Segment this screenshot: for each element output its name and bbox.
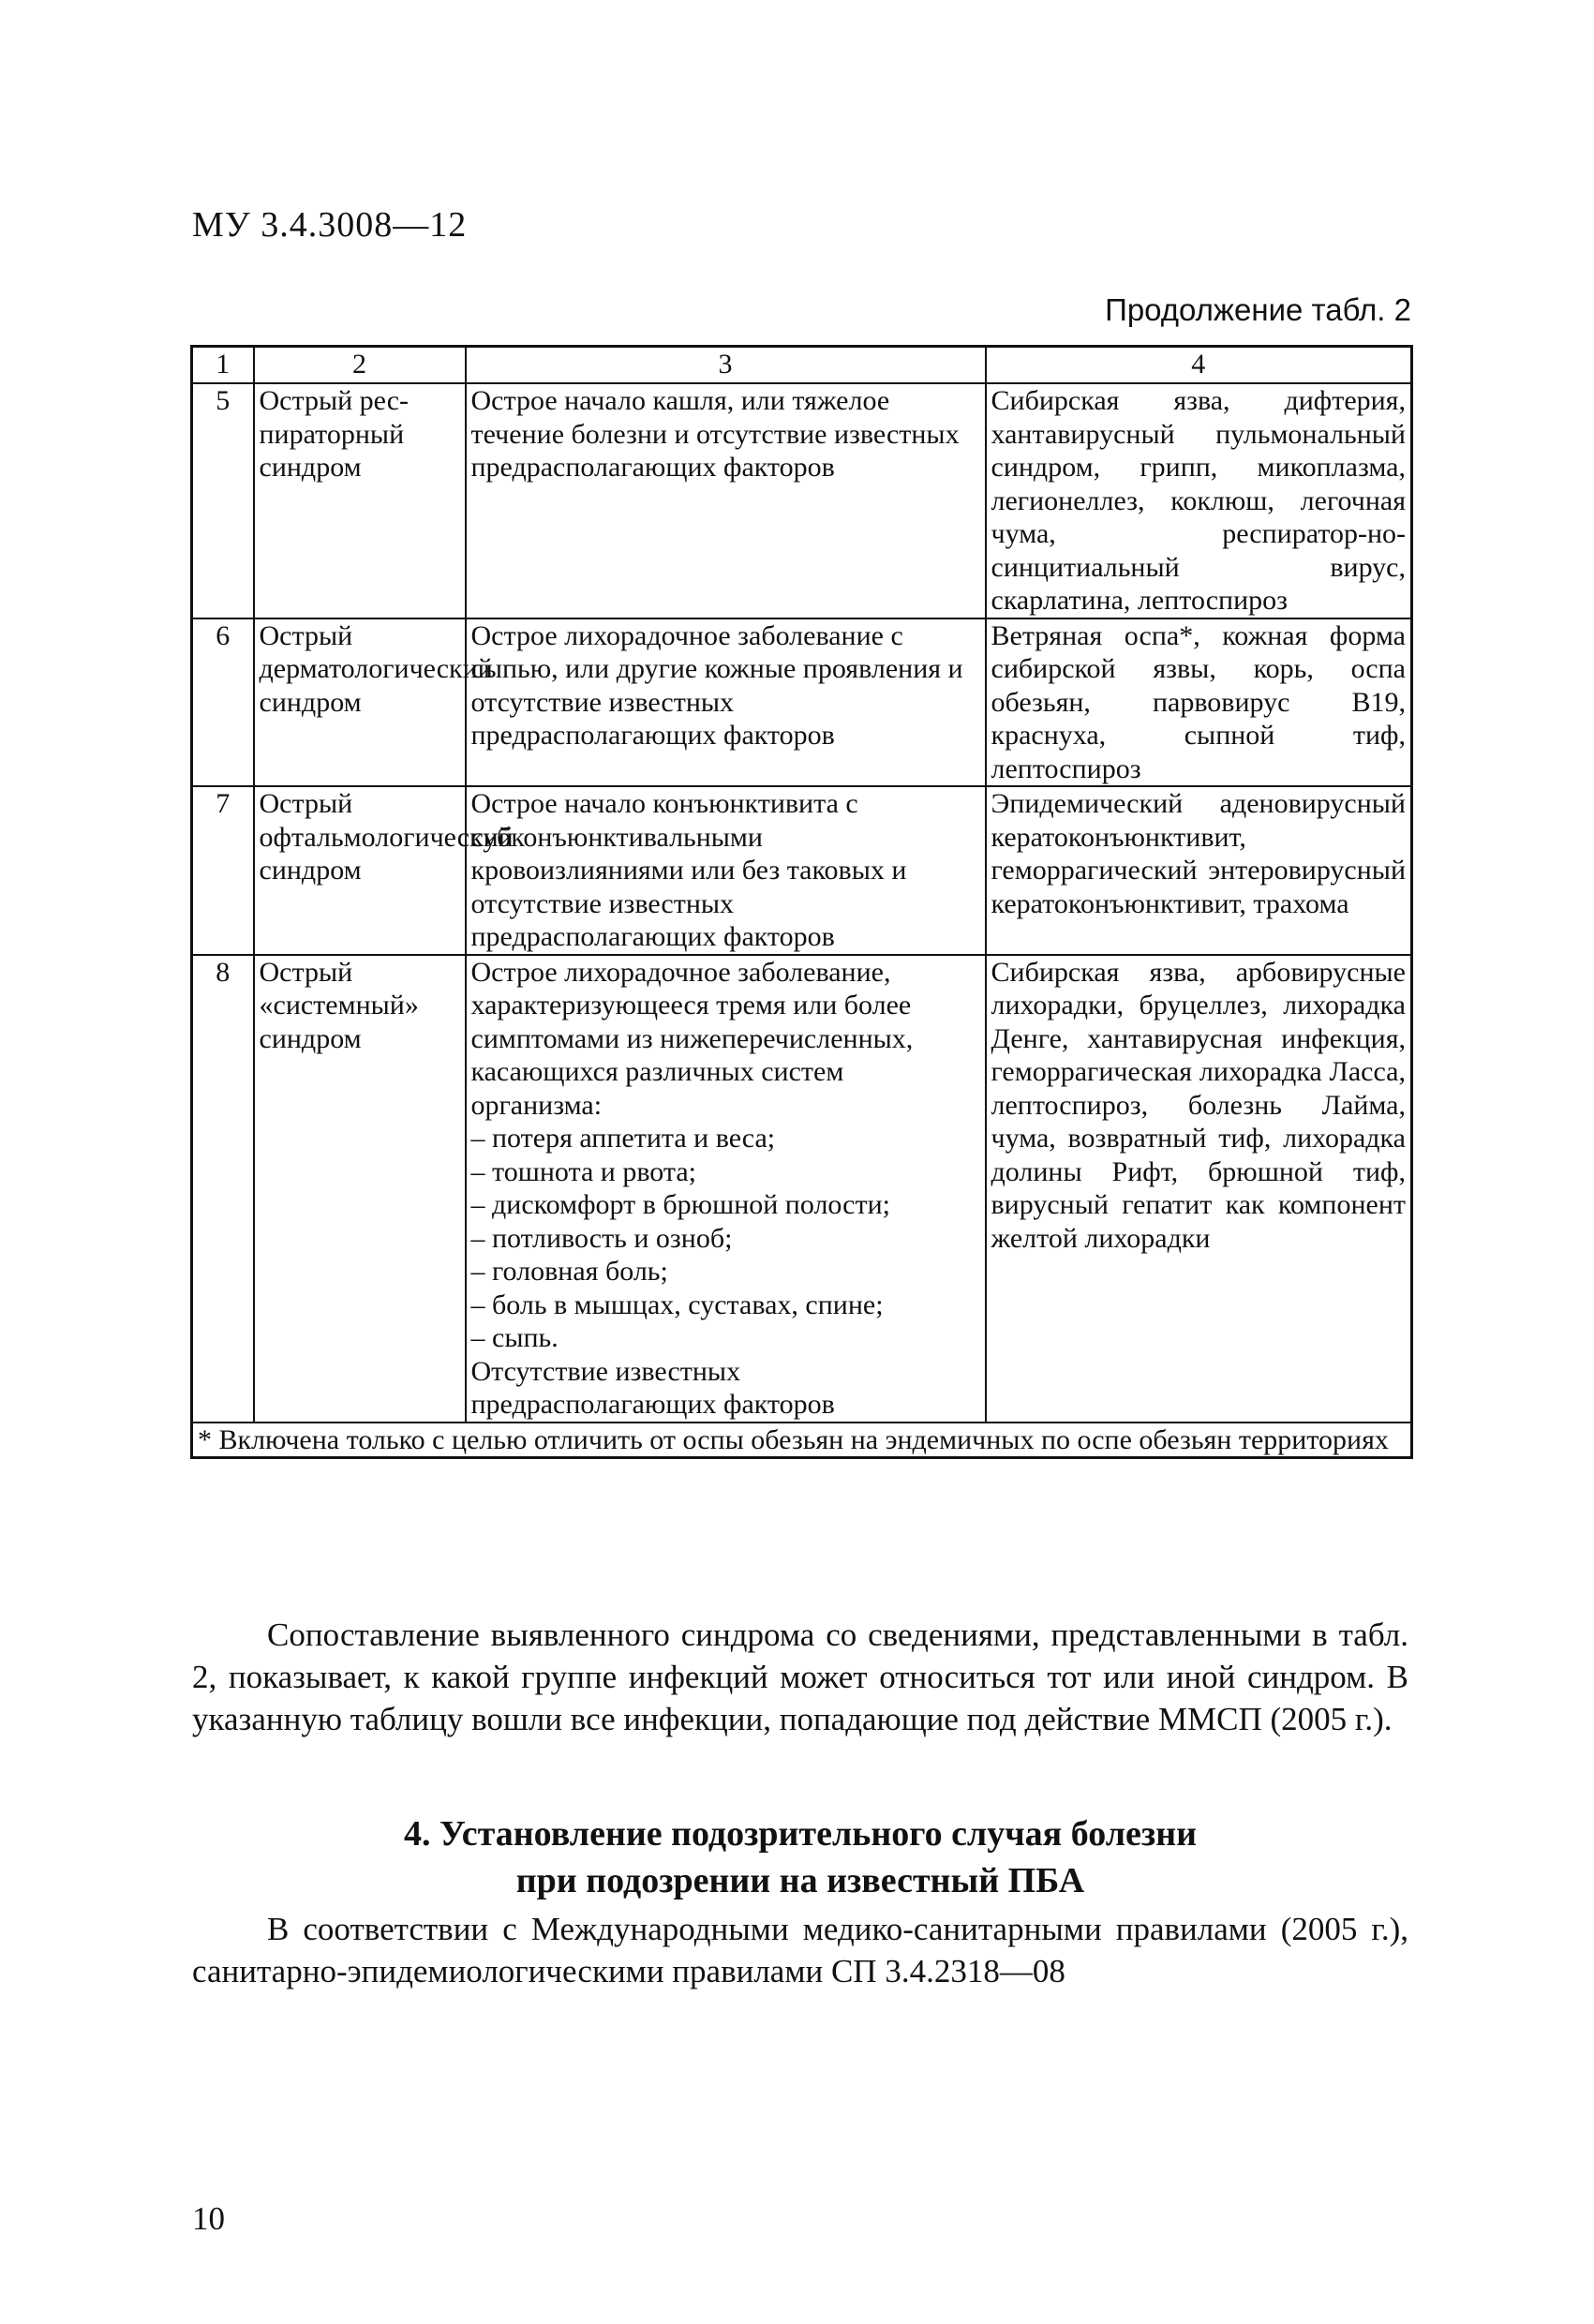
column-header: 3 (466, 347, 986, 384)
row-number: 6 (192, 618, 254, 787)
section-heading-line: при подозрении на известный ПБА (515, 1861, 1085, 1900)
section-heading (192, 1810, 1408, 1904)
section-heading-line: 4. Установление подозрительного случая болезни (404, 1814, 1197, 1854)
syndrome-cell: Острый «системный» синдром (254, 955, 466, 1423)
body-paragraph: В соответствии с Международными медико-санитарными правилами (2005 г.), санитарно-эпидемиологическими правилами СП 3.4.2318—08 (192, 1911, 1408, 1989)
syndrome-cell: Острый рес-пираторный синдром (254, 383, 466, 618)
row-number: 7 (192, 786, 254, 955)
criteria-line: Острое лихорадочное заболевание, характеризующееся тремя или более симптомами из нижеперечисленных, касающихся различных систем организма: (470, 956, 914, 1121)
table-footnote: * Включена только с целью отличить от оспы обезьян на эндемичных по оспе обезьян территориях (192, 1423, 1412, 1458)
table-row (192, 955, 1412, 1423)
row-number: 8 (192, 955, 254, 1423)
table-header-row (192, 347, 1412, 384)
criteria-cell: Острое начало кашля, или тяжелое течение болезни и отсутствие известных предрасполагающих факторов (466, 383, 986, 618)
infections-cell: Ветряная оспа*, кожная форма сибирской язвы, корь, оспа обезьян, парвовирус В19, краснуха, сыпной тиф, лептоспироз (986, 618, 1412, 787)
criteria-line: – потеря аппетита и веса; (470, 1123, 776, 1154)
syndromes-table (190, 345, 1413, 1459)
table-row (192, 786, 1412, 955)
page-number: 10 (192, 2200, 225, 2237)
table-footnote-row (192, 1423, 1412, 1458)
criteria-line: – головная боль; (470, 1256, 668, 1287)
infections-cell: Сибирская язва, арбовирусные лихорадки, бруцеллез, лихорадка Денге, хантавирусная инфекция, геморрагическая лихорадка Ласса, лептоспироз, болезнь Лайма, чума, возвратный тиф, лихорадка долины Рифт, брюшной тиф, вирусный гепатит как компонент желтой лихорадки (986, 955, 1412, 1423)
criteria-cell: Острое лихорадочное заболевание с сыпью, или другие кожные проявления и отсутствие известных предрасполагающих факторов (466, 618, 986, 787)
criteria-line: – потливость и озноб; (470, 1222, 733, 1254)
document-code: МУ 3.4.3008—12 (192, 205, 468, 245)
criteria-cell: Острое начало конъюнктивита с субконъюнктивальными кровоизлияниями или без таковых и отсутствие известных предрасполагающих факторов (466, 786, 986, 955)
syndrome-cell: Острый офтальмологический синдром (254, 786, 466, 955)
syndrome-cell: Острый дерматологический синдром (254, 618, 466, 787)
column-header: 1 (192, 347, 254, 384)
table-row (192, 618, 1412, 787)
criteria-line: – сыпь. (470, 1322, 559, 1353)
criteria-line: – дискомфорт в брюшной полости; (470, 1189, 890, 1220)
row-number: 5 (192, 383, 254, 618)
infections-cell: Сибирская язва, дифтерия, хантавирусный пульмональный синдром, грипп, микоплазма, легионеллез, коклюш, легочная чума, респиратор-но-синцитиальный вирус, скарлатина, лептоспироз (986, 383, 1412, 618)
table-row (192, 383, 1412, 618)
infections-cell: Эпидемический аденовирусный кератоконъюнктивит, геморрагический энтеровирусный кератоконъюнктивит, трахома (986, 786, 1412, 955)
criteria-cell (466, 955, 986, 1423)
column-header: 4 (986, 347, 1412, 384)
criteria-line: – тошнота и рвота; (470, 1155, 697, 1187)
column-header: 2 (254, 347, 466, 384)
criteria-line: – боль в мышцах, суставах, спине; (470, 1289, 884, 1320)
criteria-line: Отсутствие известных предрасполагающих факторов (470, 1355, 835, 1420)
table-caption: Продолжение табл. 2 (1105, 292, 1411, 327)
body-paragraph: Сопоставление выявленного синдрома со сведениями, представленными в табл. 2, показывает, к какой группе инфекций может относиться тот или иной синдром. В указанную таблицу вошли все инфекции, попадающие под действие ММСП (2005 г.). (192, 1616, 1408, 1737)
